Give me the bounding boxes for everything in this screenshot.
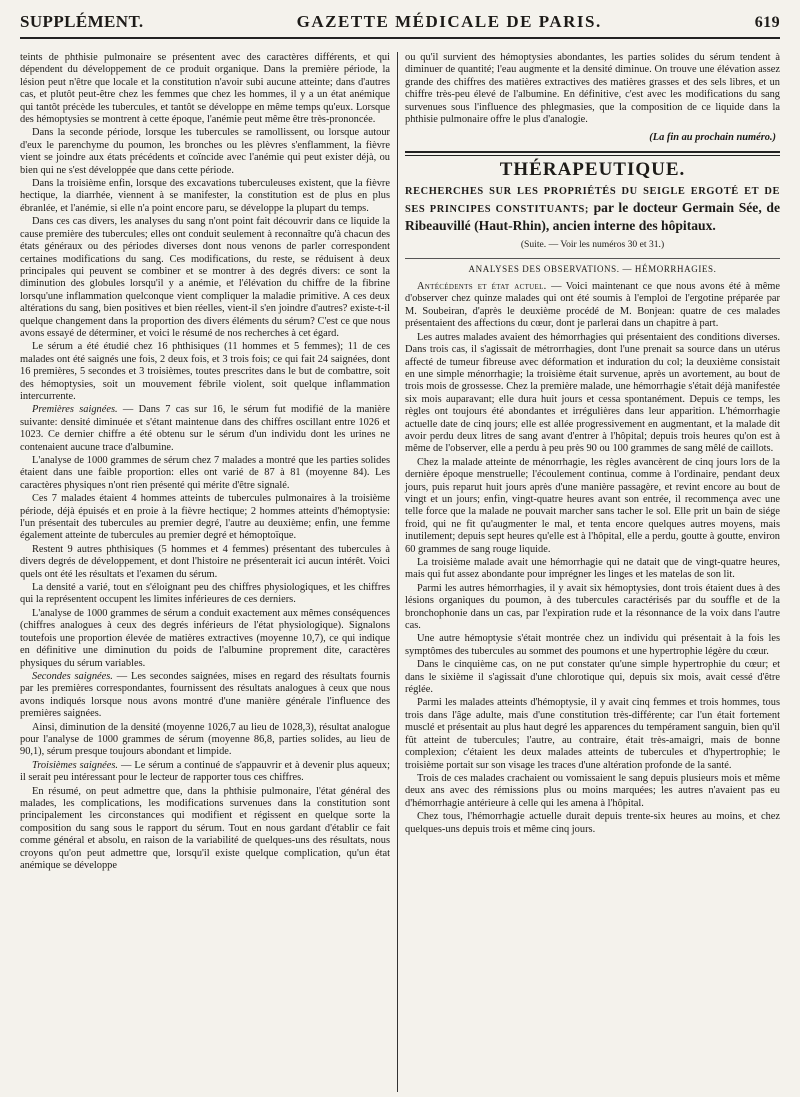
paragraph: L'analyse de 1000 grammes de sérum a conduit exactement aux mêmes conséquences (chiffres analogues à ceux des degrés inférieurs de l'état physiologique). Signalons toutefois une proportion élevée de matières extractives (moyenne 10,7), ce qui indique en définitive une diminution du poids de l'albumine proprement dite, caractères physiques du sérum variables. <box>20 607 390 669</box>
paragraph-lead: Antécédents et état actuel. <box>417 281 547 293</box>
paragraph-body: — Voici maintenant ce que nous avons été à même d'observer chez quinze malades qui ont été soumis à l'emploi de l'ergotine préparée par M. Soubeiran, d'après le deuxième procédé de M. Bonjean: quatre de ces malades présentaient des affections du cœur, dont je parlerai dans un chapitre à part. <box>405 281 780 330</box>
paragraph <box>20 760 390 785</box>
paragraph: Parmi les autres hémorrhagies, il y avait six hémoptysies, dont trois étaient dues à des lésions organiques du poumon, à des tubercules caractérisés par du souffle et de la bronchophonie dans un cas, par l'expiration rude et la résonnance de la voix dans l'autre cas. <box>405 582 780 632</box>
paragraph: Dans la seconde période, lorsque les tubercules se ramollissent, ou lorsque autour d'eux le parenchyme du poumon, les bronches ou les plèvres s'enflamment, la fièvre vient se joindre aux états précédents et coïncide avec l'anémie qui peut exister déjà, ou bien qui ne s'est développée que dans cette période. <box>20 127 390 176</box>
paragraph: La troisième malade avait une hémorrhagie qui ne datait que de vingt-quatre heures, mais qui fut assez abondante pour imprégner les linges et les matelas de son lit. <box>405 557 780 581</box>
paragraph <box>405 281 780 331</box>
sub-heading: ANALYSES DES OBSERVATIONS. — HÉMORRHAGIES. <box>405 258 780 275</box>
paragraph: ou qu'il survient des hémoptysies abondantes, les parties solides du sérum tendent à diminuer de quantité; l'eau augmente et la densité diminue. On trouve une élévation assez grande des chiffres des matières extractives des matières grasses et des sels libres, et un chiffre très-peu élevé de l'albumine. En définitive, c'est avec les modifications du sang survenues sous l'influence des phlegmasies, que la composition de ce liquide dans la phthisie pulmonaire offre le plus d'analogie. <box>405 52 780 126</box>
section-divider <box>405 151 780 156</box>
paragraph: teints de phthisie pulmonaire se présentent avec des caractères différents, et qui dépendent du développement de ce produit organique. Dans la première période, la lésion peut n'être que locale et la constitution n'avoir subi aucune atteinte; dans d'autres cas, et plutôt peut-être chez les femmes que chez les hommes, il y a un état anémique qui tantôt précède les tubercules, et tantôt se développe en même temps qu'eux. Lorsque des hémoptysies se montrent à cette époque, l'anémie peut même être très-prononcée. <box>20 52 390 126</box>
text-columns <box>20 52 780 1092</box>
page-header <box>20 12 780 39</box>
paragraph: Trois de ces malades crachaient ou vomissaient le sang depuis plusieurs mois et même deux ans avec des rémissions plus ou moins marquées; les autres n'avaient pas eu d'hémorrhagie antérieure à celle qui les amena à l'hôpital. <box>405 772 780 809</box>
paragraph: Les autres malades avaient des hémorrhagies qui présentaient des conditions diverses. Dans trois cas, il s'agissait de métrorrhagies, dont l'une prenait sa source dans un utérus affecté de tumeur fibreuse avec déformation et induration du col; la deuxième consistait en une simple ménorrhagie; la troisième était survenue, après un avortement, au bout de trois mois de grossesse. Chez la première malade, une hémorrhagie s'était déjà manifestée six mois auparavant; elle dura huit jours et cessa spontanément. Depuis ce temps, les règles ont toujours été abondantes et irrégulières dans leur apparition. L'hémorrhagie actuelle date de cinq jours; elle est allée progressivement en augmentant, et la malade dit avoir perdu deux litres de sang avant d'entrer à l'hôpital; depuis trois heures qu'on est à même de l'observer, elle a perdu à peu près 90 ou 100 grammes de sang mêlé de caillots. <box>405 331 780 455</box>
paragraph-body: — Le sérum a continué de s'appauvrir et à devenir plus aqueux; il serait peu intéressant pour le lecteur de rapporter tous ces chiffres. <box>20 759 390 784</box>
paragraph: Parmi les malades atteints d'hémoptysie, il y avait cinq femmes et trois hommes, tous trois dans l'âge adulte, mais d'une constitution très-différente; car l'un était fortement musclé et présentait au plus haut degré les apparences du tempérament sanguin, bien qu'il fût atteint de tubercules; l'autre, au contraire, était très-amaigri, mais de bonne complexion; c'étaient les deux malades atteints de tubercules et d'hypertrophie; le troisième portait sur son visage les traces d'une altération profonde de la santé. <box>405 697 780 771</box>
paragraph: Chez tous, l'hémorrhagie actuelle durait depuis trente-six heures au moins, et chez quelques-uns depuis trois et même cinq jours. <box>405 811 780 835</box>
paragraph: Dans la troisième enfin, lorsque des excavations tuberculeuses existent, que la fièvre hectique, la diarrhée, viennent à se manifester, la constitution est de plus en plus ébranlée, et l'anémie, si elle n'a point encore paru, se développe la plupart du temps. <box>20 178 390 214</box>
paragraph-lead: Premières saignées. <box>32 404 118 416</box>
supplement-label: SUPPLÉMENT. <box>20 12 144 31</box>
paragraph-body: — Dans 7 cas sur 16, le sérum fut modifié de la manière suivante: densité diminuée et s'étant maintenue dans des chiffres oscillant entre 1026 et 1023. Ce dernier chiffre a été obtenu sur le sérum d'un individu dont les urines ne contenaient aucune trace d'albumine. <box>20 404 390 453</box>
paragraph: Ainsi, diminution de la densité (moyenne 1026,7 au lieu de 1028,3), résultat analogue pour l'analyse de 1000 grammes de sérum (moyenne 86,8, parties solides, au lieu de 90,1), sérum presque toujours abondant et limpide. <box>20 721 390 758</box>
page-number: 619 <box>754 14 780 31</box>
paragraph: La densité a varié, tout en s'éloignant peu des chiffres physiologiques, et les chiffres qui la représentent occupent les limites inférieures de ces derniers. <box>20 582 390 606</box>
section-title: THÉRAPEUTIQUE. <box>499 158 686 180</box>
paragraph <box>20 671 390 721</box>
paragraph: L'analyse de 1000 grammes de sérum chez 7 malades a montré que les parties solides étaient dans une faible proportion: elles ont varié de 87 à 81 (moyenne 84). Les caractères physiques n'ont rien présenté qui mérite d'être signalé. <box>20 455 390 491</box>
paragraph: Restent 9 autres phthisiques (5 hommes et 4 femmes) présentant des tubercules à divers degrés de développement, et dont l'histoire ne présenterait ici aucun intérêt. Voici quels ont été les résultats et l'examen du sérum. <box>20 543 390 580</box>
paragraph: Dans le cinquième cas, on ne put constater qu'une simple hypertrophie du cœur; et dans le sixième il s'agissait d'une chlorotique qui, depuis six mois, avait cessé d'être réglée. <box>405 659 780 696</box>
article-title-caps: RECHERCHES SUR LES PROPRIÉTÉS DU SEIGLE ERGOTÉ ET DE SES PRINCIPES CONSTITUANTS; <box>405 186 780 216</box>
paragraph <box>20 404 390 454</box>
paragraph-lead: Troisièmes saignées. <box>32 759 119 771</box>
article-title <box>405 182 780 234</box>
paragraph: Ces 7 malades étaient 4 hommes atteints de tubercules pulmonaires à la troisième période, déjà épuisés et en proie à la fièvre hectique; 2 hommes atteints d'hémoptysie: l'un présentait des tubercules au premier degré, l'autre au deuxième; enfin, une femme également atteinte de tubercules au premier degré et hémoptoïque. <box>20 493 390 542</box>
paragraph-body: — Les secondes saignées, mises en regard des résultats fournis par les premières correspondantes, fournissent des résultats analogues à ceux que nous avons indiqués lorsque nous avons montré d'une manière générale l'influence des premières saignées. <box>20 670 390 720</box>
paragraph: Une autre hémoptysie s'était montrée chez un individu qui présentait à la fois les symptômes des tubercules au sommet des poumons et une hypertrophie légère du cœur. <box>405 633 780 657</box>
paragraph: Chez la malade atteinte de ménorrhagie, les règles avancèrent de cinq jours lors de la dernière époque menstruelle; l'écoulement continua, comme à l'ordinaire, pendant deux jours, puis reparut huit jours après d'une manière passagère, et revint encore au bout de vingt et un jours; enfin, vingt-quatre heures avant son entrée, il recommença avec une telle force que la malade ne pouvait marcher sans tacher le sol. Elle prit un bain de siége froid, qui ne fit qu'augmenter le mal, et tenta encore quelques autres moyens, mais inutilement; depuis sept heures qu'elle est à l'hôpital, elle a perdu, goutte à goutte, environ 60 grammes de sang rouge liquide. <box>405 456 780 555</box>
continuation-note: (La fin au prochain numéro.) <box>649 132 776 144</box>
journal-title: GAZETTE MÉDICALE DE PARIS. <box>296 12 602 31</box>
continuation-reference: (Suite. — Voir les numéros 30 et 31.) <box>520 239 665 251</box>
left-column <box>20 52 398 1092</box>
paragraph-lead: Secondes saignées. <box>32 670 113 682</box>
paragraph: Le sérum a été étudié chez 16 phthisiques (11 hommes et 5 femmes); 11 de ces malades ont été saignés une fois, 2 deux fois, et 3 trois fois; ce qui fait 24 saignées, dont 16 premières, 5 secondes et 3 troisièmes, toutes prescrites dans le but de combattre, soit des hémoptysies, soit un mouvement fébrile violent, soit quelque inflammation intercurrente. <box>20 341 390 402</box>
article-title-author: par le docteur Germain Sée, de Ribeauvillé (Haut-Rhin), ancien interne des hôpitaux. <box>405 200 780 234</box>
right-column <box>398 52 780 1092</box>
paragraph: En résumé, on peut admettre que, dans la phthisie pulmonaire, l'état général des malades, les complications, les modifications survenues dans la constitution sont principalement les circonstances qui modifient et régissent en quelque sorte la composition du sang sous le rapport du sérum. Tout en nous gardant d'établir ce fait comme général et absolu, en raison de la variabilité de quelques-uns des résultats, nous croyons qu'on peut admettre que, lorsqu'il existe quelque complication, qu'un état anémique se développe <box>20 785 390 871</box>
paragraph: Dans ces cas divers, les analyses du sang n'ont point fait découvrir dans ce liquide la cause première des tubercules; elles ont conduit seulement à reconnaître qu'à chacun des états généraux ou des périodes diverses dont nous venons de parler correspondent certaines modifications du sang. Ces modifications, du reste, se réduisent à deux principales qui peuvent se combiner et se montrer à des degrés divers: ce sont la diminution des globules lorsqu'il y a anémie, et l'élévation du chiffre de la fibrine lorsqu'une inflammation quelconque vient compliquer la maladie primitive. A ces deux altérations du sang, bien positives et bien réelles, vient-il s'en joindre d'autres? existe-t-il quelque changement dans la proportion des divers éléments du sérum? C'est ce que nous avons essayé de déterminer, et voici le résumé de nos recherches à cet égard. <box>20 216 390 339</box>
